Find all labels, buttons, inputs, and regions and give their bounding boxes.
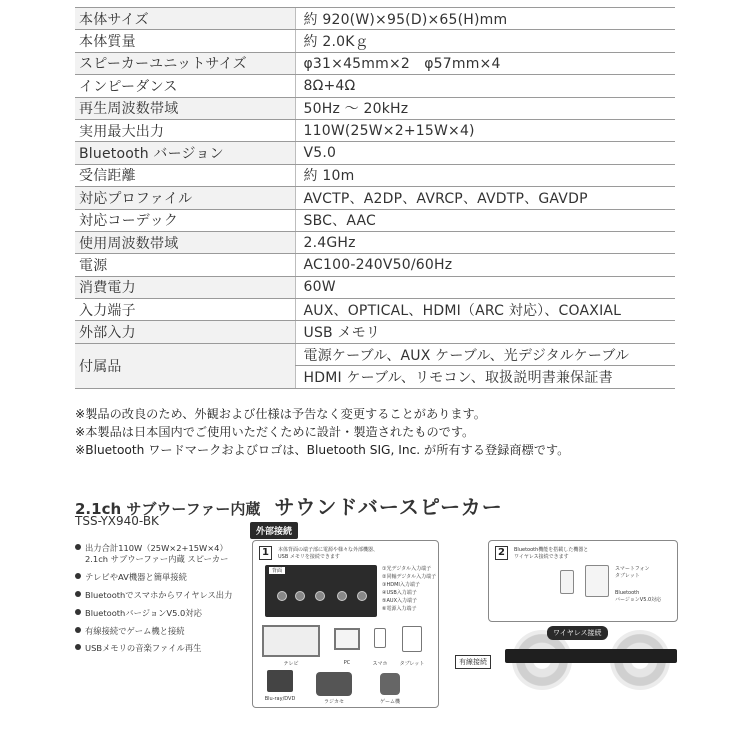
device-label-bluray: Blu-ray/DVD xyxy=(264,696,296,702)
spec-label: 対応プロファイル xyxy=(75,187,295,209)
bullet-icon xyxy=(75,609,81,615)
spec-table xyxy=(75,7,675,389)
model-number: TSS-YX940-BK xyxy=(75,514,159,528)
spec-label: 消費電力 xyxy=(75,276,295,298)
spec-value: 110W(25W×2+15W×4) xyxy=(295,119,675,141)
step-number-1: 1 xyxy=(259,546,272,560)
device-label-smartphone: スマートフォン xyxy=(615,566,650,572)
note-3: ※Bluetooth ワードマークおよびロゴは、Bluetooth SIG, Inc. が所有する登録商標です。 xyxy=(75,443,570,457)
feature-item xyxy=(75,643,245,654)
spec-table-body xyxy=(75,8,675,389)
spec-row xyxy=(75,321,675,343)
spec-label: スピーカーユニットサイズ xyxy=(75,52,295,74)
port-label: ②同軸デジタル入力端子 xyxy=(382,574,437,580)
spec-row xyxy=(75,164,675,186)
box2-caption-2: ワイヤレス接続できます xyxy=(514,554,569,560)
port-icon xyxy=(357,591,367,601)
spec-value: V5.0 xyxy=(295,142,675,164)
device-label-tablet: タブレット xyxy=(615,573,640,579)
bullet-icon xyxy=(75,644,81,650)
port-icon xyxy=(295,591,305,601)
spec-row xyxy=(75,231,675,253)
game-controller-icon xyxy=(380,673,400,695)
bluetooth-version-label: バージョンV5.0対応 xyxy=(615,597,662,603)
spec-row xyxy=(75,142,675,164)
device-label-phone: スマホ xyxy=(372,661,388,667)
rear-panel-image xyxy=(265,565,377,617)
port-label: ③HDMI入力端子 xyxy=(382,582,420,588)
spec-label: 対応コーデック xyxy=(75,209,295,231)
spec-value: 50Hz ～ 20kHz xyxy=(295,97,675,119)
spec-value: 60W xyxy=(295,276,675,298)
note-2: ※本製品は日本国内でご使用いただくために設計・製造されたものです。 xyxy=(75,425,475,439)
port-label: ④USB入力端子 xyxy=(382,590,417,596)
spec-value: 2.4GHz xyxy=(295,231,675,253)
spec-value: 約 920(W)×95(D)×65(H)mm xyxy=(295,8,675,30)
spec-row xyxy=(75,254,675,276)
spec-label: 再生周波数帯域 xyxy=(75,97,295,119)
feature-item xyxy=(75,608,245,619)
tablet-icon xyxy=(402,626,422,652)
spec-row xyxy=(75,187,675,209)
rear-panel-label: 背面 xyxy=(269,567,285,574)
spec-value: HDMI ケーブル、リモコン、取扱説明書兼保証書 xyxy=(295,366,675,388)
product-subtitle: 2.1ch サブウーファー内蔵 xyxy=(75,500,261,518)
bullet-icon xyxy=(75,591,81,597)
port-icon xyxy=(277,591,287,601)
device-label-tablet: タブレット xyxy=(399,661,425,667)
device-label-pc: PC xyxy=(343,660,351,666)
spec-row xyxy=(75,30,675,52)
spec-value: 8Ω+4Ω xyxy=(295,75,675,97)
spec-value: AC100-240V50/60Hz xyxy=(295,254,675,276)
port-label: ⑥電源入力端子 xyxy=(382,606,417,612)
note-1: ※製品の改良のため、外観および仕様は予告なく変更することがあります。 xyxy=(75,407,486,421)
tablet-icon xyxy=(585,565,609,597)
spec-value: 約 10m xyxy=(295,164,675,186)
spec-row xyxy=(75,52,675,74)
device-label-tv: テレビ xyxy=(283,661,299,667)
smartphone-icon xyxy=(560,570,574,594)
spec-label: 受信距離 xyxy=(75,164,295,186)
spec-row xyxy=(75,276,675,298)
spec-row xyxy=(75,209,675,231)
bluetooth-label: Bluetooth xyxy=(615,590,640,596)
feature-text: BluetoothバージョンV5.0対応 xyxy=(85,607,202,618)
feature-text: 出力合計110W（25W×2+15W×4） xyxy=(85,543,228,553)
product-heading xyxy=(75,491,695,520)
radio-cassette-icon xyxy=(316,672,352,696)
spec-label: 実用最大出力 xyxy=(75,119,295,141)
feature-item xyxy=(75,543,245,566)
feature-text: USBメモリの音楽ファイル再生 xyxy=(85,643,202,654)
feature-text: テレビやAV機器と簡単接続 xyxy=(85,572,187,583)
port-icon xyxy=(315,591,325,601)
device-label-radio: ラジカセ xyxy=(323,699,344,705)
step-number-2: 2 xyxy=(495,546,508,560)
spec-value: φ31×45mm×2 φ57mm×4 xyxy=(295,52,675,74)
notes xyxy=(75,405,695,459)
spec-row xyxy=(75,8,675,30)
spec-label: 付属品 xyxy=(75,343,295,388)
spec-value: USB メモリ xyxy=(295,321,675,343)
spec-row xyxy=(75,97,675,119)
spec-row-accessories xyxy=(75,343,675,365)
feature-list xyxy=(75,543,245,661)
spec-label: 入力端子 xyxy=(75,299,295,321)
wired-connection-label: 有線接続 xyxy=(455,655,491,669)
feature-subtext: 2.1ch サブウーファー内蔵 スピーカー xyxy=(85,554,229,565)
spec-label: 使用周波数帯域 xyxy=(75,231,295,253)
bluray-player-icon xyxy=(267,670,293,692)
spec-row xyxy=(75,299,675,321)
feature-text: 有線接続でゲーム機と接続 xyxy=(85,625,185,636)
spec-row xyxy=(75,75,675,97)
bullet-icon xyxy=(75,627,81,633)
product-title: サウンドバースピーカー xyxy=(274,495,503,519)
external-connection-badge: 外部接続 xyxy=(250,522,298,539)
box1-caption-2: USB メモリを接続できます xyxy=(278,554,340,560)
port-label: ①光デジタル入力端子 xyxy=(382,566,432,572)
feature-item xyxy=(75,572,245,583)
spec-value: AVCTP、A2DP、AVRCP、AVDTP、GAVDP xyxy=(295,187,675,209)
spec-value: 約 2.0Kｇ xyxy=(295,30,675,52)
spec-row xyxy=(75,119,675,141)
spec-value: 電源ケーブル、AUX ケーブル、光デジタルケーブル xyxy=(295,343,675,365)
spec-label: 外部入力 xyxy=(75,321,295,343)
spec-label: インピーダンス xyxy=(75,75,295,97)
box2-caption-1: Bluetooth機能を搭載した機器と xyxy=(514,547,589,553)
port-label: ⑤AUX入力端子 xyxy=(382,598,417,604)
tv-icon xyxy=(262,625,320,657)
device-label-game: ゲーム機 xyxy=(379,699,400,705)
bullet-icon xyxy=(75,544,81,550)
soundbar-image xyxy=(505,649,677,663)
feature-text: Bluetoothでスマホからワイヤレス出力 xyxy=(85,590,233,600)
smartphone-icon xyxy=(374,628,386,648)
spec-label: 本体サイズ xyxy=(75,8,295,30)
spec-label: 本体質量 xyxy=(75,30,295,52)
spec-value: SBC、AAC xyxy=(295,209,675,231)
box1-caption-1: 本体背面の端子部に電源や様々な外部機器、 xyxy=(278,547,379,553)
pc-icon xyxy=(334,628,360,650)
feature-item xyxy=(75,626,245,637)
spec-label: 電源 xyxy=(75,254,295,276)
port-icon xyxy=(337,591,347,601)
wireless-connection-label: ワイヤレス接続 xyxy=(547,626,608,640)
spec-label: Bluetooth バージョン xyxy=(75,142,295,164)
spec-value: AUX、OPTICAL、HDMI（ARC 対応）、COAXIAL xyxy=(295,299,675,321)
bullet-icon xyxy=(75,573,81,579)
feature-item xyxy=(75,590,245,601)
